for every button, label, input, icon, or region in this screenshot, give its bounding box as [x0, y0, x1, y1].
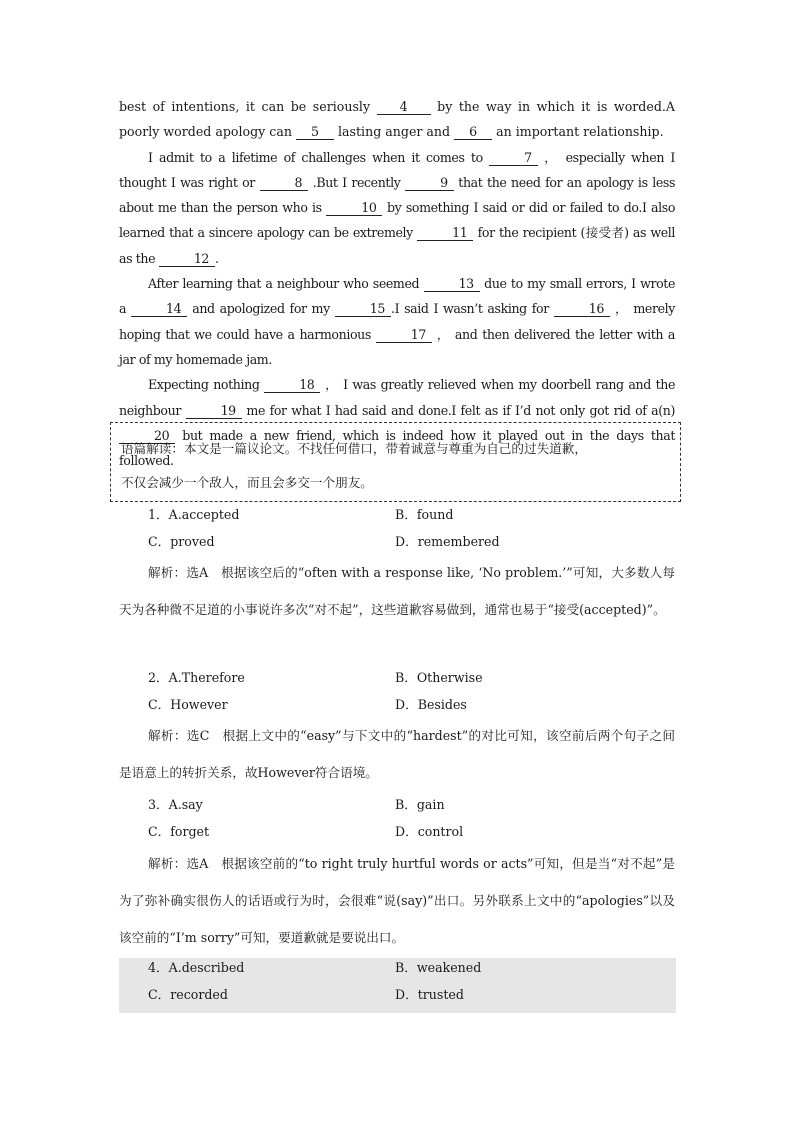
- q1-explanation-text: 解析：选A 根据该空后的“often with a response like, ‘No problem.’”可知，大多数人每天为各种微不足道的小事说许多次“对不起”，这些道歉容易做到，通常也易于“接受(accepted)”。: [119, 565, 675, 617]
- passage-text: by something I said or did or failed to do.I also learned that a sincere apology can be extremely: [119, 200, 675, 241]
- q3-explanation-text: 解析：选A 根据该空前的“to right truly hurtful words or acts”可知，但是当“对不起”是为了弥补确实很伤人的话语或行为时，会很难“说(say)”出口。另外联系上文中的“apologies”以及该空前的“I’m sorry”可知，要道歉就是要说出口。: [119, 856, 675, 945]
- blank-14: 14: [131, 301, 187, 317]
- passage-text: an important relationship.: [496, 124, 664, 140]
- passage-text: lasting anger and: [338, 124, 451, 140]
- q2-option-c: C．However: [148, 697, 228, 712]
- q3-option-c: C．forget: [148, 824, 210, 839]
- passage-text: ， merely hoping that we could have a harmonious: [119, 301, 675, 342]
- passage-text: best of intentions, it can be seriously: [119, 99, 371, 114]
- passage-text: .: [215, 250, 219, 266]
- passage: [119, 94, 675, 473]
- paragraph-2: [119, 145, 675, 271]
- passage-text: and apologized for my: [192, 301, 330, 317]
- summary-line-1: 语篇解读：本文是一篇议论文。不找任何借口，带着诚意与尊重为自己的过失道歉，: [121, 441, 587, 456]
- summary-line-2: 不仅会减少一个敌人，而且会多交一个朋友。: [121, 475, 373, 490]
- q3-option-a: 3．A.say: [148, 797, 203, 812]
- passage-text: for the recipient (接受者) as well as the: [119, 225, 676, 266]
- q4-option-a: 4．A.described: [148, 960, 245, 975]
- passage-text: .I said I wasn’t asking for: [390, 301, 549, 317]
- q2-explanation-text: 解析：选C 根据上文中的“easy”与下文中的“hardest”的对比可知，该空前后两个句子之间是语意上的转折关系，故However符合语境。: [119, 728, 675, 780]
- blank-12: 12: [159, 251, 215, 267]
- passage-text: by the way in which it is worded.A poorly worded apology can: [119, 99, 675, 140]
- passage-text: I admit to a lifetime of challenges when it comes to: [148, 149, 483, 165]
- blank-5: 5: [296, 124, 334, 140]
- q1-option-d: D．remembered: [395, 534, 500, 549]
- passage-text: After learning that a neighbour who seemed: [148, 276, 420, 292]
- q1-option-c: C．proved: [148, 534, 215, 549]
- blank-10: 10: [326, 200, 382, 216]
- passage-text: ， especially when I thought I was right or: [119, 149, 676, 190]
- blank-8: 8: [260, 175, 309, 191]
- blank-6: 6: [454, 124, 492, 140]
- passage-text: that the need for an apology is less about me than the person who is: [119, 174, 676, 216]
- blank-18: 18: [264, 377, 320, 393]
- q4-option-c: C．recorded: [148, 987, 228, 1002]
- q4-option-d: D．trusted: [395, 987, 464, 1002]
- blank-20: 20: [119, 428, 175, 444]
- summary-box: [110, 422, 681, 502]
- q3-option-b: B．gain: [395, 797, 445, 812]
- blank-13: 13: [424, 276, 480, 292]
- q1-option-a: 1．A.accepted: [148, 507, 240, 522]
- passage-text: ， and then delivered the letter with a jar of my homemade jam.: [119, 326, 675, 367]
- passage-text: due to my small errors, I wrote a: [119, 276, 675, 317]
- blank-9: 9: [405, 175, 454, 191]
- q3-explanation: [119, 845, 675, 956]
- q2-option-a: 2．A.Therefore: [148, 670, 245, 685]
- blank-17: 17: [376, 327, 432, 343]
- q2-option-d: D．Besides: [395, 697, 467, 712]
- q4-option-b: B．weakened: [395, 960, 482, 975]
- paragraph-1: [119, 94, 675, 145]
- blank-15: 15: [335, 301, 391, 317]
- q1-explanation: [119, 554, 675, 628]
- paragraph-3: [119, 271, 675, 372]
- passage-text: Expecting nothing: [148, 377, 260, 393]
- blank-7: 7: [489, 150, 538, 166]
- q2-explanation: [119, 717, 675, 791]
- passage-text: ， I was greatly relieved when my doorbell rang and the neighbour: [119, 377, 676, 418]
- q2-option-b: B．Otherwise: [395, 670, 483, 685]
- passage-text: but made a new friend, which is indeed how it played out in the days that followed.: [119, 427, 675, 469]
- q1-option-b: B．found: [395, 507, 454, 522]
- blank-16: 16: [554, 301, 610, 317]
- q3-option-d: D．control: [395, 824, 464, 839]
- blank-19: 19: [186, 403, 242, 419]
- blank-11: 11: [417, 225, 473, 241]
- passage-text: me for what I had said and done.I felt as if I’d not only got rid of a(n): [246, 402, 675, 418]
- blank-4: 4: [377, 99, 431, 115]
- passage-text: .But I recently: [312, 174, 401, 190]
